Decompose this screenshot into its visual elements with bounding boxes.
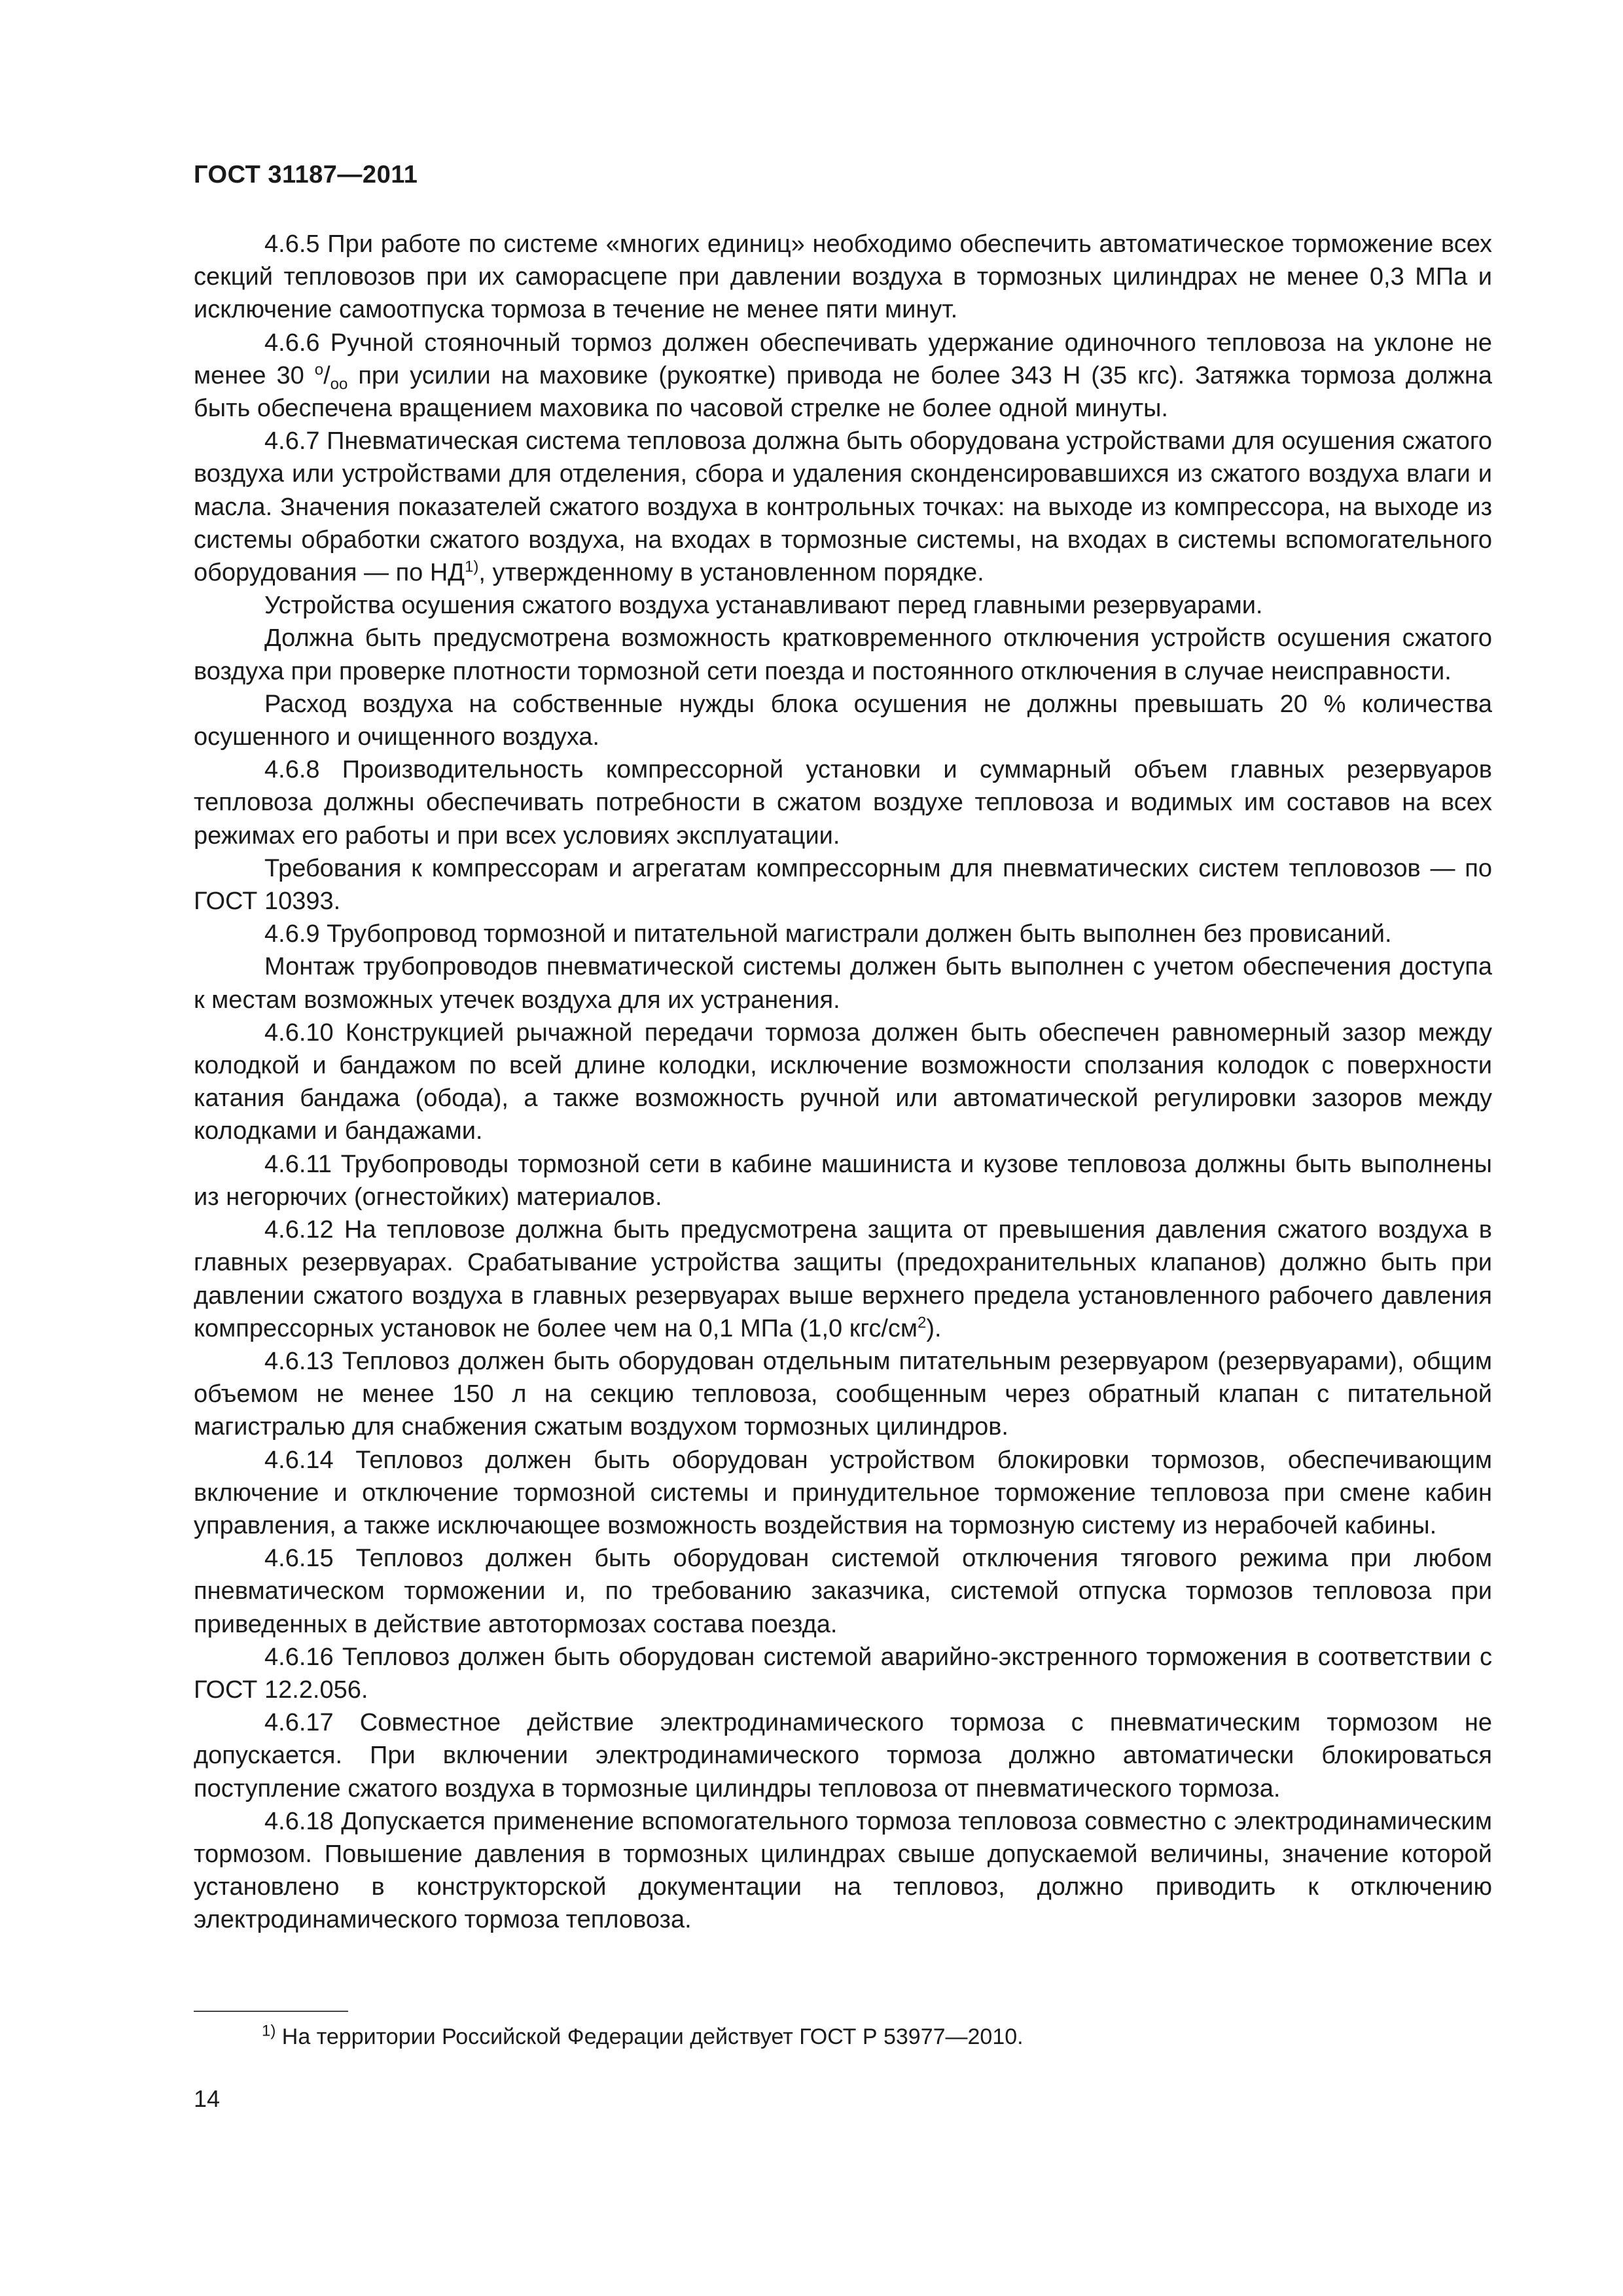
fraction-slash: /	[323, 361, 330, 389]
paragraph-4-6-10: 4.6.10 Конструкцией рычажной передачи тормоза должен быть обеспечен равномерный зазор между колодкой и бандажом по всей длине колодки, исключение возможности сползания колодок с поверхности катания бандажа (обода), а также возможность ручной или автоматической регулировки зазоров между колодками и бандажами.	[194, 1018, 1492, 1145]
paragraph-dryers: Устройства осушения сжатого воздуха устанавливают перед главными резервуарами.	[264, 592, 1263, 620]
footnote	[262, 2022, 1024, 2051]
paragraph-4-6-5: 4.6.5 При работе по системе «многих единиц» необходимо обеспечить автоматическое торможение всех секций тепловозов при их саморасцепе при давлении воздуха в тормозных цилиндрах не менее 0,3 МПа и исключение самоотпуска тормоза в течение не менее пяти минут.	[194, 230, 1492, 324]
paragraph-4-6-7	[194, 425, 1492, 589]
paragraph-4-6-15: 4.6.15 Тепловоз должен быть оборудован системой отключения тягового режима при любом пневматическом торможении и, по требованию заказчика, системой отпуска тормозов тепловоза при приведенных в действие автотормозах состава поезда.	[194, 1545, 1492, 1638]
footnote-reference: 1)	[465, 558, 479, 576]
paragraph-text: 4.6.6 Ручной стояночный тормоз должен обеспечивать удержание одиночного тепловоза на уклоне не менее 30	[194, 329, 1492, 389]
paragraph-compressor-requirements: Требования к компрессорам и агрегатам компрессорным для пневматических систем тепловозов — по ГОСТ 10393.	[194, 854, 1492, 916]
footnote-text: На территории Российской Федерации действует ГОСТ Р 53977—2010.	[281, 2024, 1024, 2049]
paragraph-text: ).	[926, 1314, 942, 1342]
document-body	[194, 228, 1492, 1937]
paragraph-4-6-13: 4.6.13 Тепловоз должен быть оборудован отдельным питательным резервуаром (резервуарами), общим объемом не менее 150 л на секцию тепловоза, сообщенным через обратный клапан с питательной магистралью для снабжения сжатым воздухом тормозных цилиндров.	[194, 1347, 1492, 1441]
paragraph-air-consumption: Расход воздуха на собственные нужды блока осушения не должны превышать 20 % количества осушенного и очищенного воздуха.	[194, 690, 1492, 751]
paragraph-pipeline-installation: Монтаж трубопроводов пневматической системы должен быть выполнен с учетом обеспечения доступа к местам возможных утечек воздуха для их устранения.	[194, 953, 1492, 1014]
footnote-marker: 1)	[262, 2022, 276, 2040]
paragraph-4-6-8: 4.6.8 Производительность компрессорной установки и суммарный объем главных резервуаров тепловоза должны обеспечивать потребности в сжатом воздухе тепловоза и водимых им составов на всех режимах его работы и при всех условиях эксплуатации.	[194, 756, 1492, 850]
document-header: ГОСТ 31187—2011	[194, 161, 418, 188]
paragraph-text: 4.6.7 Пневматическая система тепловоза должна быть оборудована устройствами для осушения сжатого воздуха или устройствами для отделения, сбора и удаления сконденсировавшихся из сжатого воздуха влаги и масла. Значения показателей сжатого воздуха в контрольных точках: на выходе из компрессора, на выходе из системы обработки сжатого воздуха, на входах в тормозные системы, на входах в системы вспомогательного оборудования — по НД	[194, 427, 1492, 587]
paragraph-text: при усилии на маховике (рукоятке) привода не более 343 Н (35 кгс). Затяжка тормоза должна быть обеспечена вращением маховика по часовой стрелке не более одной минуты.	[194, 361, 1492, 423]
subscript: оо	[330, 375, 348, 393]
paragraph-4-6-11: 4.6.11 Трубопроводы тормозной сети в кабине машиниста и кузове тепловоза должны быть выполнены из негорючих (огнестойких) материалов.	[194, 1150, 1492, 1211]
paragraph-4-6-12	[194, 1213, 1492, 1345]
paragraph-4-6-9: 4.6.9 Трубопровод тормозной и питательной магистрали должен быть выполнен без провисаний.	[264, 920, 1392, 948]
paragraph-text: 4.6.12 На тепловозе должна быть предусмотрена защита от превышения давления сжатого воздуха в главных резервуарах. Срабатывание устройства защиты (предохранительных клапанов) должно быть при давлении сжатого воздуха в главных резервуарах выше верхнего предела установленного рабочего давления компрессорных установок не более чем на 0,1 МПа (1,0 кгс/см	[194, 1216, 1492, 1342]
superscript: 2	[918, 1314, 927, 1332]
paragraph-4-6-17: 4.6.17 Совместное действие электродинамического тормоза с пневматическим тормозом не допускается. При включении электродинамического тормоза должно автоматически блокироваться поступление сжатого воздуха в тормозные цилиндры тепловоза от пневматического тормоза.	[194, 1709, 1492, 1803]
paragraph-dryer-disable: Должна быть предусмотрена возможность кратковременного отключения устройств осушения сжатого воздуха при проверке плотности тормозной сети поезда и постоянного отключения в случае неисправности.	[194, 624, 1492, 685]
superscript: о	[314, 361, 324, 379]
paragraph-4-6-18: 4.6.18 Допускается применение вспомогательного тормоза тепловоза совместно с электродинамическим тормозом. Повышение давления в тормозных цилиндрах свыше допускаемой величины, значение которой установлено в конструкторской документации на тепловоз, должно приводить к отключению электродинамического тормоза тепловоза.	[194, 1807, 1492, 1934]
footnote-divider	[194, 2011, 348, 2012]
paragraph-text: , утвержденному в установленном порядке.	[478, 559, 984, 587]
paragraph-4-6-16: 4.6.16 Тепловоз должен быть оборудован системой аварийно-экстренного торможения в соответствии с ГОСТ 12.2.056.	[194, 1643, 1492, 1704]
page-number: 14	[194, 2085, 221, 2112]
paragraph-4-6-6	[194, 327, 1492, 425]
paragraph-4-6-14: 4.6.14 Тепловоз должен быть оборудован устройством блокировки тормозов, обеспечивающим включение и отключение тормозной системы и принудительное торможение тепловоза при смене кабин управления, а также исключающее возможность воздействия на тормозную систему из нерабочей кабины.	[194, 1446, 1492, 1539]
